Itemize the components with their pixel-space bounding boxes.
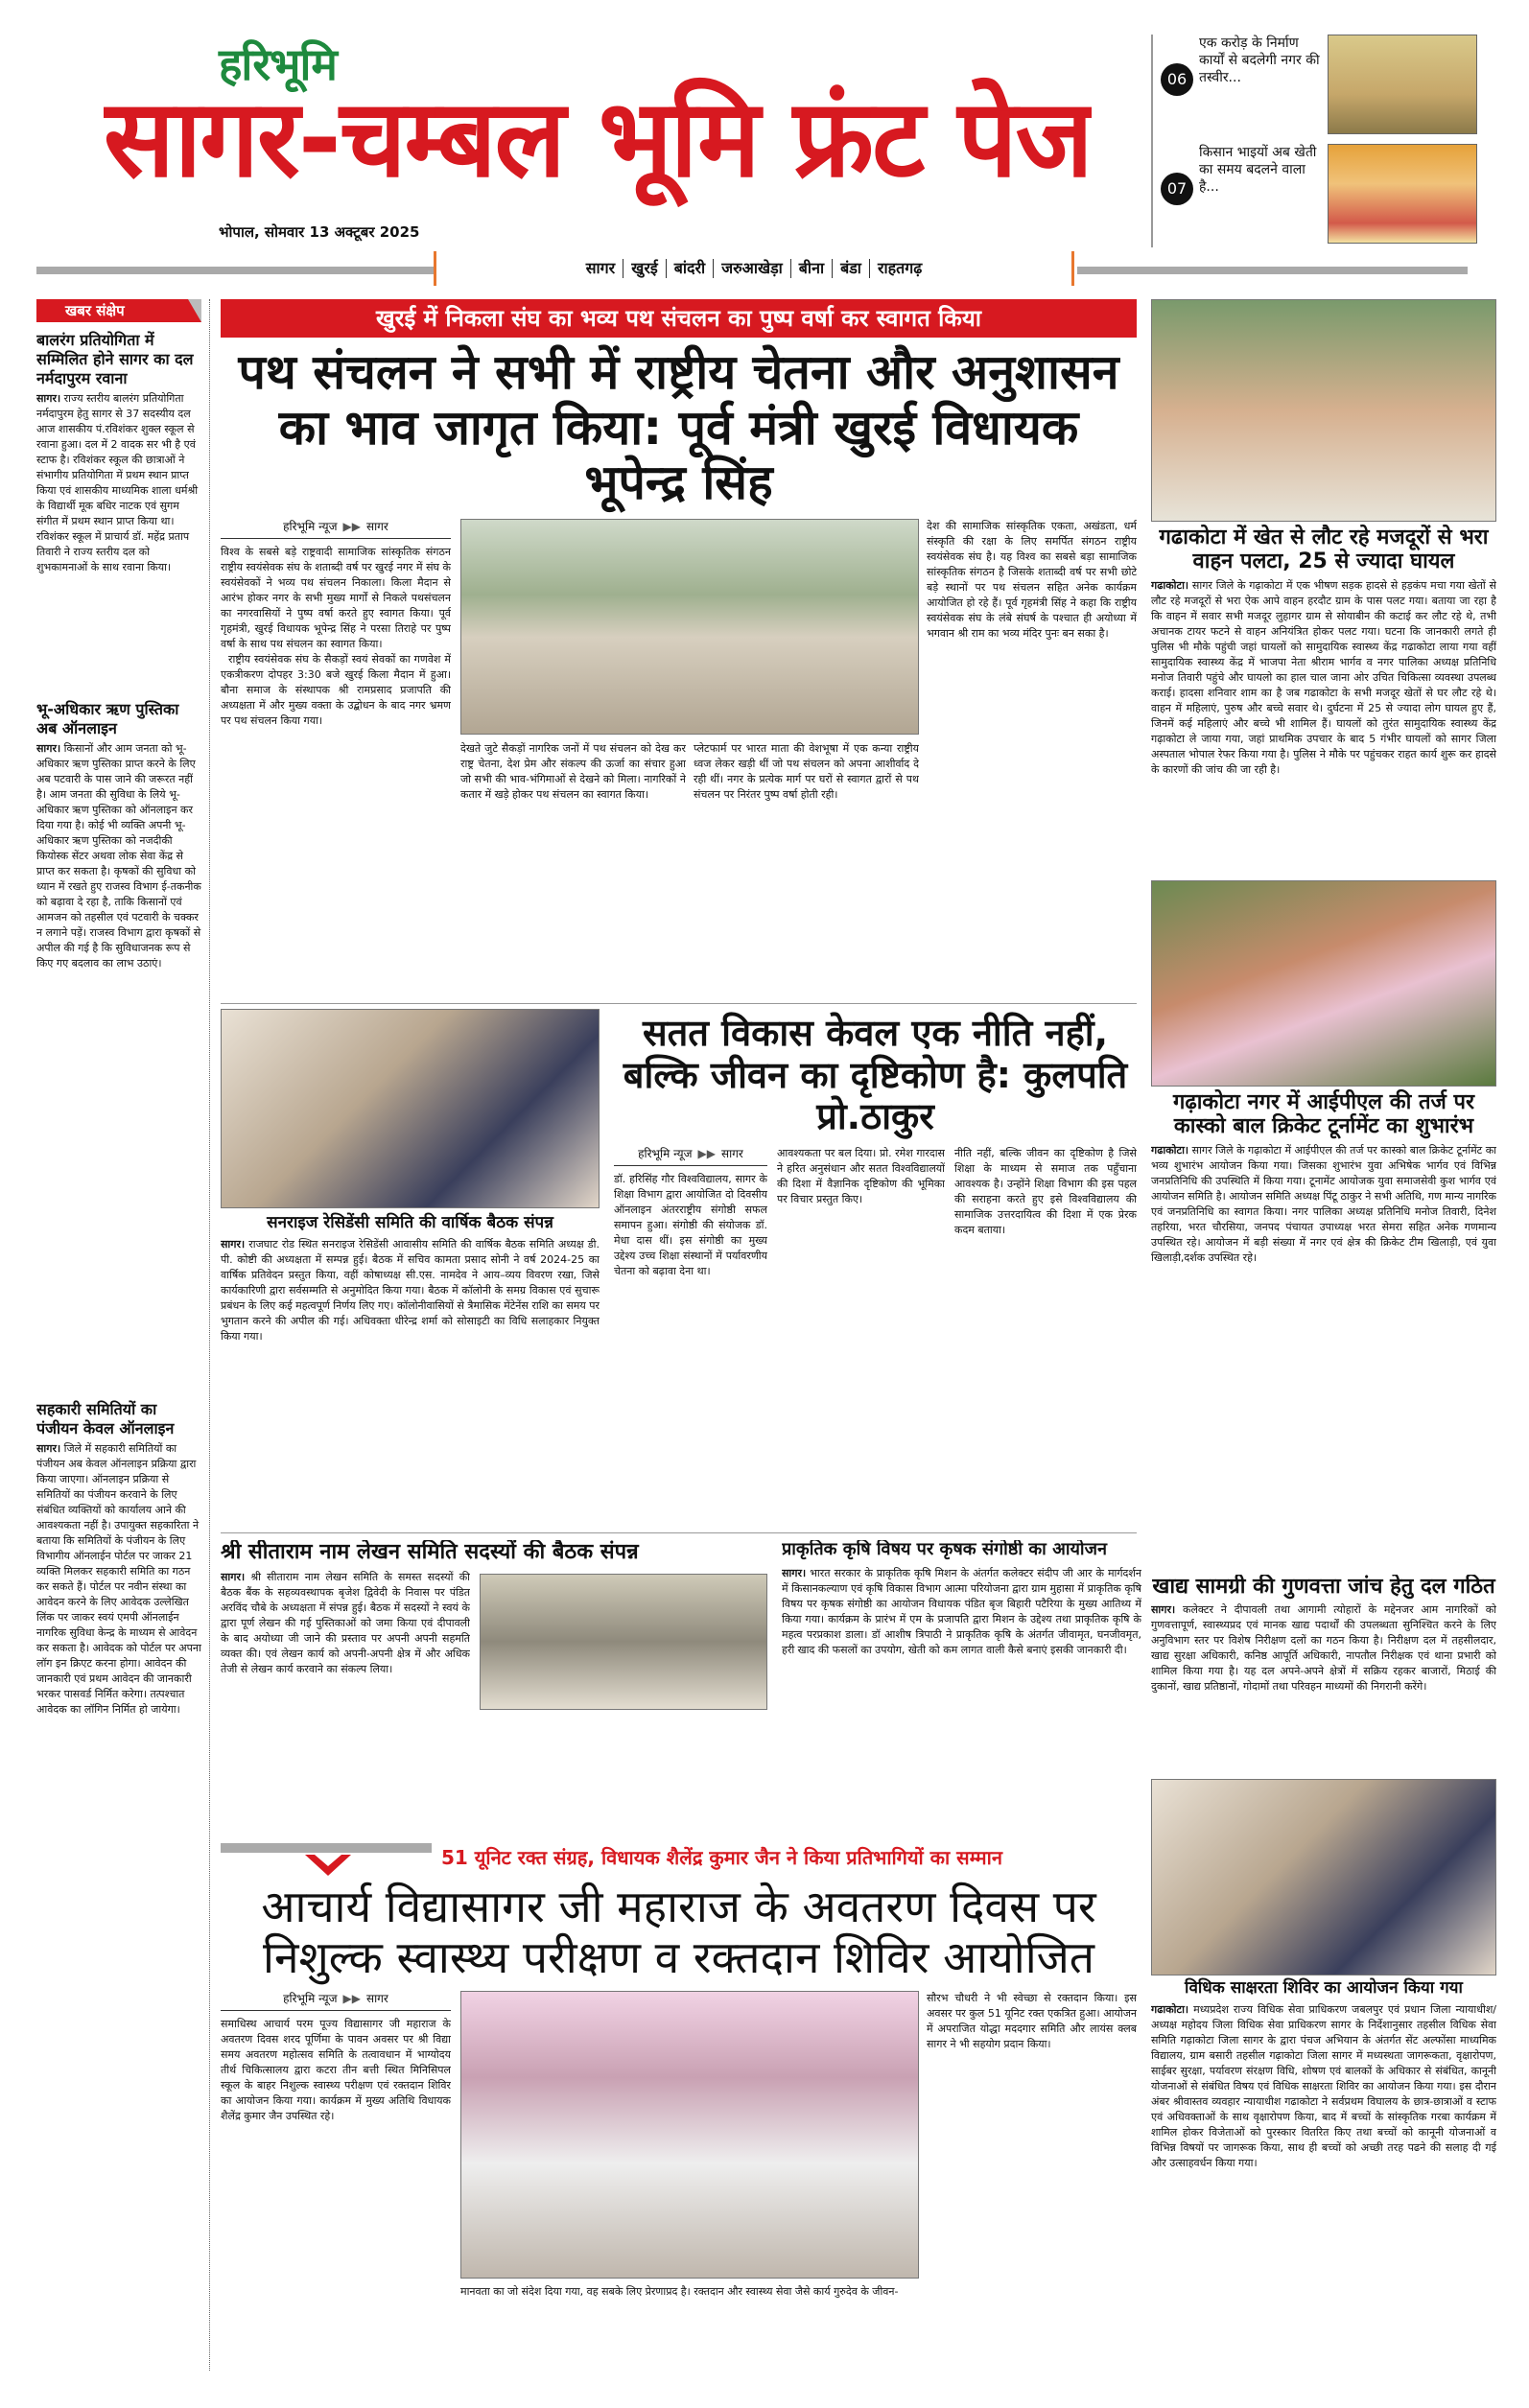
news-brief-tag: खबर संक्षेप <box>36 299 201 322</box>
food-headline: खाद्य सामग्री की गुणवत्ता जांच हेतु दल गठित <box>1152 1575 1495 1599</box>
lead-headline: पथ संचलन ने सभी में राष्ट्रीय चेतना और अनुशासन का भाव जागृत किया: पूर्व मंत्री खुरई विधायक भूपेन्द्र सिंह <box>238 344 1119 510</box>
sitaram-text: सागर। श्री सीताराम नाम लेखन समिति के समस्त सदस्यों की बैठक बैंक के सहव्यवस्थापक बृजेश द्विवेदी के निवास पर पंडित अरविंद चौबे के अध्यक्षता में संपन्न हुई। बैठक में सदस्यों ने स्वयं के द्वारा पूर्ण लेखन की गई पुस्तिकाओं को जमा किया एवं दीपावली के बाद अयोध्या जी जाने की प्रस्ताव पर अपनी अपनी सहमति व्यक्त की। एवं लेखन कार्य को अपनी-अपनी क्षेत्र में और अधिक तेजी से लेखन कार्य करवाने का संकल्प लिया। <box>221 1571 470 1676</box>
teaser-text: किसान भाइयों अब खेती का समय बदलने वाला है... <box>1199 145 1317 195</box>
accident-photo <box>1151 299 1496 522</box>
lead-body <box>221 519 1137 998</box>
nav-item-rahatgarh[interactable]: राहतगढ़ <box>869 259 929 278</box>
accident-story <box>1151 299 1496 873</box>
lead-text-col-4: देश की सामाजिक सांस्कृतिक एकता, अखंडता, धर्म संस्कृति की रक्षा के लिए समर्पित संगठन राष्ट्रीय स्वयंसेवक संघ है। यह विश्व का सबसे बड़ा सामाजिक सांस्कृतिक संगठन है जिसके शताब्दी वर्ष पर सभी छोटे बड़े स्थानों पर पथ संचलन सहित अनेक कार्यक्रम आयोजित हो रहे हैं। पूर्व गृहमंत्री सिंह ने कहा कि राष्ट्रीय स्वयंसेवक संघ के लंबे संघर्ष के पश्चात ही अयोध्या में भगवान श्री राम का भव्य मंदिर पुनः बन सका है। <box>927 519 1137 640</box>
sunrise-text: सागर। राजघाट रोड स्थित सनराइज रेसिडेंसी आवासीय समिति की वार्षिक बैठक समिति अध्यक्ष डी. पी. कोष्टी की अध्यक्षता में सम्पन्न हुई। बैठक में सचिव कामता प्रसाद सोनी ने वर्ष 2024-25 का वार्षिक प्रतिवेदन प्रस्तुत किया, वहीं कोषाध्यक्ष सी.एस. नामदेव ने आय–व्यय विवरण रखा, जिसे कार्यकारिणी द्वारा सर्वसम्मति से अनुमोदित किया गया। बैठक में कॉलोनी के समग्र विकास एवं सुचारू प्रबंधन के लिए कई महत्वपूर्ण निर्णय लिए गए। कॉलोनीवासियों से त्रैमासिक मेंटेनेंस राशि का समय पर भुगतान करने की अपील की गई। अधिवक्ता धीरेन्द्र शर्मा को सोसाइटी का विधि सलाहकार नियुक्त किया गया। <box>221 1237 600 1343</box>
page-title: सागर-चम्बल भूमि फ्रंट पेज <box>104 77 1092 201</box>
legal-story <box>1151 1779 1496 2369</box>
sitaram-body <box>221 1570 772 1832</box>
nav-item-bina[interactable]: बीना <box>790 259 832 278</box>
lead-text-col-3: प्लेटफार्म पर भारत माता की वेशभूषा में एक कन्या राष्ट्रीय ध्वज लेकर खड़ी थीं जो पथ संचलन को अपना आशीर्वाद दे रही थीं। नगर के प्रत्येक मार्ग पर घरों से स्वागत द्वारों से पथ संचलन पर निरंतर पुष्प वर्षा होती रही। <box>694 741 919 801</box>
university-text-col-3: नीति नहीं, बल्कि जीवन का दृष्टिकोण है जिसे शिक्षा के माध्यम से समाज तक पहुँचाना आवश्यक है। उन्होंने शिक्षा विभाग की इस पहल की सराहना करते हुए इसे विश्वविद्यालय की सामाजिक उत्तरदायित्व की दिशा में एक प्रेरक कदम बताया। <box>954 1147 1137 1237</box>
acharya-headline: आचार्य विद्यासागर जी महाराज के अवतरण दिवस पर निशुल्क स्वास्थ्य परीक्षण व रक्तदान शिविर आयोजित <box>261 1881 1096 1983</box>
legal-camp-photo <box>1151 1779 1496 1975</box>
double-arrow-icon: ▶▶ <box>697 1147 716 1161</box>
teaser-photo <box>1328 144 1477 244</box>
edition-date: भोपाल, सोमवार 13 अक्टूबर 2025 <box>219 223 420 241</box>
brief-headline: सहकारी समितियों का पंजीयन केवल ऑनलाइन <box>36 1400 175 1438</box>
brief-body: सागर। किसानों और आम जनता को भू-अधिकार ऋण पुस्तिका प्राप्त करने के लिए अब पटवारी के पास जाने की जरूरत नहीं है। आम जनता की सुविधा के लिये भू-अधिकार ऋण पुस्तिका को ऑनलाइन कर दिया गया है। कोई भी व्यक्ति अपनी भू-अधिकार ऋण पुस्तिका को नजदीकी कियोस्क सेंटर अथवा लोक सेवा केंद्र से प्राप्त कर सकता है। कृषकों की सुविधा को ध्यान में रखते हुए राजस्व विभाग ई-तकनीक को बढ़ावा दे रहा है, ताकि किसानों एवं आमजन को तहसील एवं पटवारी के चक्कर न लगाने पड़ें। राजस्व विभाग द्वारा कृषकों से अपील की गई है कि सुविधाजनक रूप से किए गए बदलाव का लाभ उठाएं। <box>36 742 201 970</box>
nav-item-jaruakheda[interactable]: जरुआखेड़ा <box>713 259 790 278</box>
lead-photo-march <box>460 519 919 735</box>
lead-text-col-1: विश्व के सबसे बड़े राष्ट्रवादी सामाजिक सांस्कृतिक संगठन राष्ट्रीय स्वयंसेवक संघ के शताब्दी वर्ष पर खुरई नगर में संघ के स्वयंसेवकों ने भव्य पथ संचलन निकाला। किला मैदान से आरंभ होकर नगर के सभी मुख्य मार्गों से निकले पथसंचलन का नगरवासियों ने पुष्प वर्षा करते हुए स्वागत किया। पूर्व गृहमंत्री, खुरई विधायक भूपेन्द्र सिंह ने परसा तिराहे पर पुष्प वर्षा के साथ पथ संचलन का स्वागत किया। राष्ट्रीय स्वयंसेवक संघ के सैकड़ों स्वयं सेवकों का गणवेश में एकत्रीकरण दोपहर 3:30 बजे खुरई किला मैदान में हुआ। बौना समाज के संस्थापक श्री रामप्रसाद प्रजापति की अध्यक्षता में और मुख्य वक्ता के उद्बोधन के बाद नगर भ्रमण पर पथ संचलन किया गया। <box>221 545 451 727</box>
krishi-text: सागर। भारत सरकार के प्राकृतिक कृषि मिशन के अंतर्गत कलेक्टर संदीप जी आर के मार्गदर्शन में किसानकल्याण एवं कृषि विकास विभाग आत्मा परियोजना द्वारा ग्राम मुहासा में प्राकृतिक कृषि विषय पर कृषक संगोष्ठी का आयोजन विधायक पंडित बृज बिहारी पटैरिया के मुख्य आतिथ्य में किया गया। कार्यक्रम के प्रारंभ में एम के प्रजापति द्वारा मिशन के उद्देश्य तथा प्राकृतिक कृषि के महत्व परप्रकाश डाला। डॉ आशीष त्रिपाठी ने प्राकृतिक कृषि के अंतर्गत जीवामृत, घनजीवमृत, हरी खाद की फसलों का उपयोग, खेती को कम लागत वाली कैसे बनाएं इसकी जानकारी दी। <box>782 1566 1141 1656</box>
food-story <box>1151 1575 1496 1773</box>
university-text-col-1: डॉ. हरिसिंह गौर विश्वविद्यालय, सागर के शिक्षा विभाग द्वारा आयोजित दो दिवसीय ऑनलाइन अंतरराष्ट्रीय संगोष्ठी सफल समापन हुआ। संगोष्ठी की संयोजक डॉ. मेधा दास थीं। इस संगोष्ठी का मुख्य उद्देश्य उच्च शिक्षा संस्थानों में पर्यावरणीय चेतना को बढ़ावा देना था। <box>614 1173 767 1278</box>
cricket-text: गढाकोटा। सागर जिले के गढ़ाकोटा में आईपीएल की तर्ज पर कास्को बाल क्रिकेट टूर्नामेंट का भव्य शुभारंभ आयोजन किया गया। जिसका शुभारंभ युवा अभिषेक भार्गव एवं विभिन्न जनप्रतिनिधि की उपस्थिति में किया गया। टूनामेंट आयोजक युवा समाजसेवी कुश भार्गव एवं आयोजन समिति है। आयोजन समिति अध्यक्ष पिंटू ठाकुर ने सभी अतिथि, गण मान्य नागरिक एवं जनप्रतिनिधि का स्वागत किया। नगर पालिका अध्यक्ष प्रतिनिधि मनोज तिवारी, दिनेश तहरिया, भरत चौरसिया, जनपद पंचायत उपाध्यक्ष भरत सेमरा सहित अनेक गणमान्य उपस्थित रहे। आयोजन में बड़ी संख्या में नगर एवं क्षेत्र की क्रिकेट टीम खिलाड़ी, एवं युवा खिलाड़ी,दर्शक उपस्थित रहे। <box>1151 1143 1496 1264</box>
brief-item-bhu-adhikar <box>36 700 201 1389</box>
lead-story <box>221 299 1137 997</box>
legal-text: गढाकोटा। मध्यप्रदेश राज्य विधिक सेवा प्राधिकरण जबलपुर एवं प्रधान जिला न्यायाधीश/अध्यक्ष महोदय जिला विधिक सेवा प्राधिकरण सागर के निर्देशानुसार तहसील विधिक सेवा समिति गढ़ाकोटा जिला सागर के द्वारा पंचज अभियान के अंतर्गत सेंट अल्फोंसा माध्यमिक विद्यालय, ग्राम बसारी तहसील गढ़ाकोटा जिला सागर में मध्यस्थता जागरूकता, वृक्षारोपण, साईबर सुरक्षा, पर्यावरण संरक्षण विधि, शोषण एवं बालकों के अधिकार से संबंधित, कानूनी योजनाओं से संबंधित विषय एवं विधिक साक्षरता शिविर का आयोजन किया गया। इस दौरान अंबर श्रीवास्तव व्यवहार न्यायाधीश गढाकोटा ने सर्वप्रथम विघालय के छात्र-छात्राओं व स्टाफ एवं अधिवक्ताओं के साथ वृक्षारोपण किया, बाद में बच्चों के सांस्कृतिक गरबा कार्यक्रम में शामिल होकर विजेताओं को पुरस्कार वितरित किए तथा बच्चों को कानूनी योजनाओं व विभिन्न विषयों पर जागरूक किया, साथ ही बच्चों को अच्छी तरह पढने की सलाह दी गई और उत्साहवर्धन किया गया। <box>1151 2002 1496 2169</box>
teaser-photo <box>1328 35 1477 134</box>
nav-item-bandri[interactable]: बांदरी <box>666 259 713 278</box>
nav-item-sagar[interactable]: सागर <box>585 259 616 277</box>
page-number-badge: 06 <box>1161 63 1193 96</box>
accident-text: गढाकोटा। सागर जिले के गढ़ाकोटा में एक भीषण सड़क हादसे से हड़कंप मचा गया खेतों से लौट रहे मजदूरों से भरा ऐक आपे वाहन हरदौट ग्राम के पास पलट गया। बताया जा रहा है कि वाहन में सवार सभी मजदूर लुहागर ग्राम से सोयाबीन की कटाई कर लौट रहे थे, तभी अचानक टायर फटने से वाहन अनियंत्रित होकर पलट गया। घटना कि जानकारी लगते ही पुलिस भी मौके पहुंची जहां घायलों को सामुदायिक स्वास्थ्य केंद्र गढाकोटा लाया गया वहीं सामुदायिक स्वास्थ्य केंद्र में भाजपा नेता श्रीराम भार्गव व नगर पालिका अध्यक्ष प्रतिनिधि मनोज तिवारी पहुंचे और घायलो का हाल चाल जाना ओर उचित चिकित्सा व्यवस्था उपलब्ध कराई। हादसा शनिवार शाम का है जब गढाकोटा के सभी मजदूर खेतों से घर लौट रहे थे। वाहन में महिलाएं, पुरुष और बच्चे सवार थे। दुर्घटना में 25 से ज्यादा लोग घायल हुए हैं, जिनमें कई महिलाएं और बच्चे भी शामिल हैं। घायलों को तुरंत सामुदायिक स्वास्थ्य केंद्र गढ़ाकोटा ले जाया गया, जहां प्राथमिक उपचार के बाद 5 गंभीर घायलों को सागर जिला अस्पताल भोपाल रेफर किया गया है। पुलिस ने मौके पर पहुंचकर राहत कार्य शुरू कर हादसे के कारणों की जांच की जा रही है। <box>1151 578 1496 776</box>
university-byline: हरिभूमि न्यूज ▶▶ सागर <box>614 1146 767 1166</box>
teaser-page-07[interactable] <box>1161 144 1477 245</box>
university-col-1 <box>614 1146 767 1525</box>
double-arrow-icon: ▶▶ <box>342 1991 361 2005</box>
sunrise-meeting-photo <box>221 1009 600 1208</box>
acharya-text-col-2: मानवता का जो संदेश दिया गया, वह सबके लिए प्रेरणाप्रद है। रक्तदान और स्वास्थ्य सेवा जैसे कार्य गुरुदेव के जीवन- <box>460 2284 899 2298</box>
sitaram-meeting-photo <box>480 1574 767 1710</box>
acharya-body <box>221 1991 1137 2369</box>
university-headline: सतत विकास केवल एक नीति नहीं, बल्कि जीवन का दृष्टिकोण है: कुलपति प्रो.ठाकुर <box>623 1012 1128 1138</box>
cricket-photo <box>1151 880 1496 1087</box>
divider <box>221 1003 1137 1004</box>
acharya-story <box>221 1841 1137 2369</box>
brief-body: सागर। राज्य स्तरीय बालरंग प्रतियोगिता नर्मदापुरम हेतु सागर से 37 सदस्यीय दल आज शासकीय पं.रविशंकर शुक्ल स्कूल से रवाना हुआ। दल में 2 वादक सर भी है एवं स्टाफ है। रविशंकर स्कूल की छात्राओं ने संभागीय प्रतियोगिता में प्रथम स्थान प्राप्त किया एवं शासकीय माध्यमिक शाला धर्मश्री के विद्यार्थी मूक बधिर नाटक एवं सुगम संगीत में प्रथम स्थान प्राप्त किया था। रविशंकर स्कूल में प्राचार्य डॉ. महेंद्र प्रताप तिवारी ने राज्य स्तरीय दल को शुभकामनाओं के साथ रवाना किया। <box>36 392 199 573</box>
lead-text-col-2: देखते जुटे सैकड़ों नागरिक जनों में पथ संचलन को देख कर राष्ट्र चेतना, देश प्रेम और संकल्प की ऊर्जा का संचार हुआ जो सभी की भाव-भंगिमाओं से देखने को मिला। नागरिकों ने कतार में खड़े होकर पथ संचलन का स्वागत किया। <box>460 741 686 801</box>
accident-headline: गढाकोटा में खेत से लौट रहे मजदूरों से भरा वाहन पलटा, 25 से ज्यादा घायल <box>1159 526 1489 574</box>
acharya-text-col-3: सौरभ चौधरी ने भी स्वेच्छा से रक्तदान किया। इस अवसर पर कुल 51 यूनिट रक्त एकत्रित हुआ। आयोजन में अपराजित योद्धा मददगार समिति और लायंस क्लब सागर ने भी सहयोग प्रदान किया। <box>927 1991 1137 2050</box>
brief-headline: बालरंग प्रतियोगिता में सम्मिलित होने सागर का दल नर्मदापुरम रवाना <box>36 331 194 387</box>
legal-headline: विधिक साक्षरता शिविर का आयोजन किया गया <box>1185 1978 1463 1998</box>
brief-item-balrang <box>36 331 201 693</box>
sunrise-caption-headline: सनराइज रेसिडेंसी समिति की वार्षिक बैठक संपन्न <box>267 1213 553 1232</box>
brief-headline: भू-अधिकार ऋण पुस्तिका अब ऑनलाइन <box>36 700 179 737</box>
inside-page-teasers <box>1151 35 1477 247</box>
newspaper-logo: हरिभूमि <box>219 38 337 90</box>
university-text-col-2: आवश्यकता पर बल दिया। प्रो. रमेश गारदास ने हरित अनुसंधान और सतत विश्वविद्यालयों की दिशा में वैज्ञानिक दृष्टिकोण की भूमिका पर विचार प्रस्तुत किए। <box>777 1147 945 1206</box>
lead-byline: हरिभूमि न्यूज ▶▶ सागर <box>221 519 451 539</box>
divider <box>221 1532 1137 1533</box>
cricket-headline: गढ़ाकोटा नगर में आईपीएल की तर्ज पर कास्को बाल क्रिकेट टूर्नामेंट का शुभारंभ <box>1172 1090 1475 1139</box>
page-number-badge: 07 <box>1161 173 1193 205</box>
column-divider <box>209 299 210 2371</box>
double-arrow-icon: ▶▶ <box>342 519 361 533</box>
krishi-story <box>782 1540 1141 1832</box>
nav-divider-right <box>1077 267 1468 274</box>
teaser-text: एक करोड़ के निर्माण कार्यों से बदलेगी नगर की तस्वीर... <box>1199 35 1320 85</box>
brief-item-sahkari <box>36 1400 201 2369</box>
nav-item-khurai[interactable]: खुरई <box>623 259 666 278</box>
university-story <box>614 1009 1137 1525</box>
university-body <box>614 1146 1137 1525</box>
acharya-kicker: 51 यूनिट रक्त संग्रह, विधायक शैलेंद्र कुमार जैन ने किया प्रतिभागियों का सम्मान <box>441 1846 1002 1869</box>
city-nav <box>434 251 1074 286</box>
page-title-box <box>104 77 1092 211</box>
brief-body: सागर। जिले में सहकारी समितियों का पंजीयन अब केवल ऑनलाइन प्रक्रिया द्वारा किया जाएगा। ऑनलाइन प्रक्रिया से समितियों का पंजीयन करवाने के लिए संबंधित व्यक्तियों को कार्यालय आने की आवश्यकता नहीं है। उपायुक्त सहकारिता ने बताया कि समितियों के पंजीयन के लिए विभागीय ऑनलाईन पोर्टल पर जाकर 21 व्यक्ति मिलकर सहकारी समिति का गठन कर सकते हैं। पोर्टल पर नवीन संस्था का आवेदन करने के लिए आवेदक उल्लेखित लिंक पर जाकर स्वयं एमपी ऑनलाईन नागरिक सुविधा केन्द्र के माध्यम से आवेदन कर सकता है। आवेदक को पोर्टल पर अपना लॉग इन क्रिएट करना होगा। आवेदन की जानकारी एवं प्रथम आवेदन की जानकारी भरकर पासवर्ड निर्मित करेगा। तत्पश्चात आवेदक का लॉगिन निर्मित हो जायेगा। <box>36 1442 201 1716</box>
nav-divider-left <box>36 267 434 274</box>
lead-col-1 <box>221 519 451 998</box>
section-kicker-bar <box>221 1841 432 1876</box>
acharya-text-col-1: समाधिस्थ आचार्य परम पूज्य विद्यासागर जी महाराज के अवतरण दिवस शरद पूर्णिमा के पावन अवसर पर श्री विद्या समय अवतरण महोत्सव समिति के तत्वावधान में भाग्योदय तीर्थ चिकित्सालय द्वारा कटरा तीन बत्ती स्थित मिनिसिपल स्कूल के बाहर निशुल्क स्वास्थ्य परीक्षण एवं रक्तदान शिविर का आयोजन किया गया। कार्यक्रम में मुख्य अतिथि विधायक शैलेंद्र कुमार जैन उपस्थित रहे। <box>221 2017 451 2122</box>
acharya-event-photo <box>460 1991 919 2279</box>
lead-kicker: खुरई में निकला संघ का भव्य पथ संचलन का पुष्प वर्षा कर स्वागत किया <box>221 299 1137 338</box>
sunrise-story <box>221 1009 600 1525</box>
acharya-byline: हरिभूमि न्यूज ▶▶ सागर <box>221 1991 451 2011</box>
teaser-page-06[interactable] <box>1161 35 1477 136</box>
sitaram-headline: श्री सीताराम नाम लेखन समिति सदस्यों की बैठक संपन्न <box>221 1540 639 1564</box>
cricket-story <box>1151 880 1496 1569</box>
acharya-kicker-row <box>221 1841 1137 1880</box>
krishi-headline: प्राकृतिक कृषि विषय पर कृषक संगोष्ठी का आयोजन <box>782 1540 1107 1559</box>
acharya-col-1 <box>221 1991 451 2369</box>
nav-item-banda[interactable]: बंडा <box>832 259 869 278</box>
sitaram-story <box>221 1540 772 1832</box>
food-text: सागर। कलेक्टर ने दीपावली तथा आगामी त्योहारों के मद्देनजर आम नागरिकों को गुणवत्तापूर्ण, स्वास्थ्यप्रद एवं मानक खाद्य पदार्थों की उपलब्धता सुनिश्चित करने के लिए अनुविभाग स्तर पर विशेष निरीक्षण दलों का गठन किया है। निरीक्षण दल में तहसीलदार, खाद्य सुरक्षा अधिकारी, कनिष्ठ आपूर्ति अधिकारी, नापतौल निरीक्षक एवं थाना प्रभारी को शामिल किया गया है। यह दल अपने-अपने क्षेत्रों में सक्रिय रहकर बाजारों, मिठाई की दुकानों, खाद्य प्रतिष्ठानों, गोदामों तथा परिवहन माध्यमों की निगरानी करेंगे। <box>1151 1603 1496 1694</box>
